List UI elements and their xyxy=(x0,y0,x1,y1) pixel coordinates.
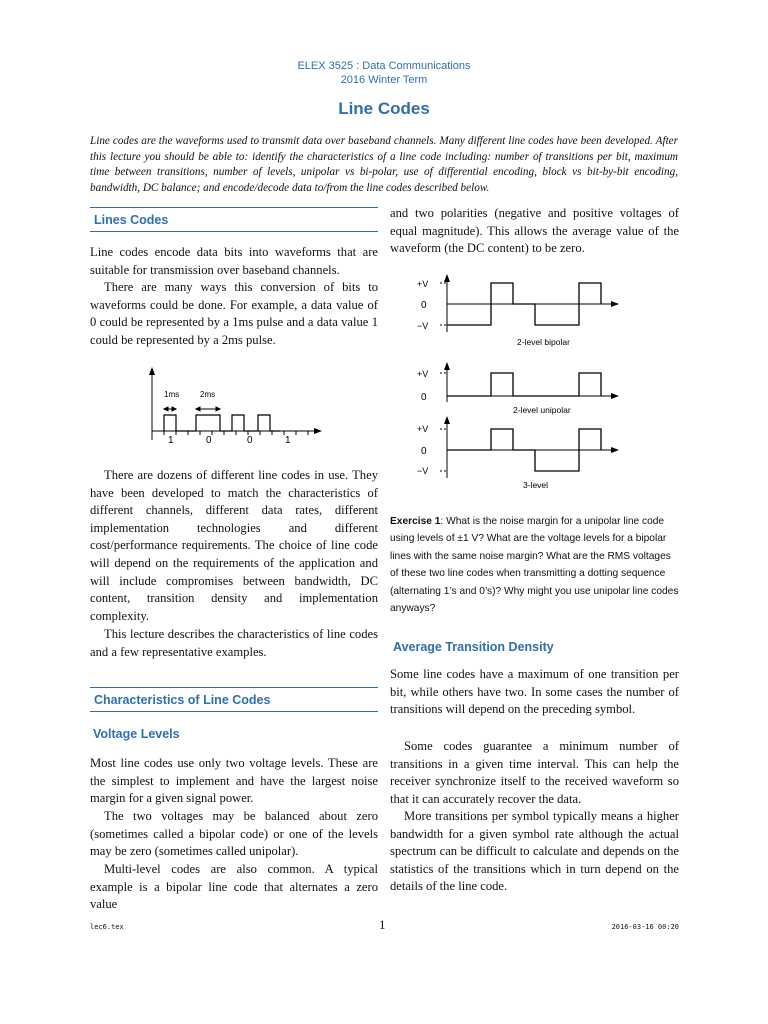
right-paragraph-4: More transitions per symbol typically means a higher bandwidth for a given symbol rate although the actual spectrum can be difficult to calculate and depends on the statistics of the transitions which in turn depend on the details of the line code. xyxy=(390,809,679,894)
bit-label-4: 1 xyxy=(285,435,291,446)
page-number: 1 xyxy=(379,917,386,932)
section-lines-codes: Lines Codes xyxy=(90,207,378,232)
caption-bipolar: 2-level bipolar xyxy=(517,337,570,347)
left-paragraph-7: Multi-level codes are also common. A typical example is a bipolar line code that alternates a zero value xyxy=(90,862,378,912)
course-header xyxy=(0,59,768,87)
unipolar-plus-v: +V xyxy=(417,369,429,379)
bipolar-minus-v: −V xyxy=(417,321,429,331)
bit-label-3: 0 xyxy=(247,435,253,446)
three-level-waveform-group xyxy=(417,416,619,490)
footer-filename: lec6.tex xyxy=(90,923,124,931)
three-level-plus-v: +V xyxy=(417,424,429,434)
unipolar-waveform-group xyxy=(417,362,619,415)
subsection-voltage-levels: Voltage Levels xyxy=(93,727,180,741)
exercise-text: : What is the noise margin for a unipolar line code using levels of ±1 V? What are the voltage levels for a bipolar lines with the same noise margin? What are the RMS voltages of these two line codes when transmitting a dotting sequence (alternating 1’s and 0’s)? Why might you use unipolar line codes anyways? xyxy=(390,516,679,615)
caption-3level: 3-level xyxy=(523,480,549,490)
unipolar-waveform xyxy=(447,373,601,396)
pulse-waveform xyxy=(164,415,280,431)
course-term: 2016 Winter Term xyxy=(340,74,428,86)
bit-label-2: 0 xyxy=(206,435,212,446)
section-characteristics: Characteristics of Line Codes xyxy=(90,687,378,712)
right-paragraph-1: and two polarities (negative and positive voltages of equal magnitude). This allows the average value of the waveform (the DC content) to be zero. xyxy=(390,206,679,256)
pulse-width-figure xyxy=(140,365,330,447)
subsection-average-transition-density: Average Transition Density xyxy=(393,640,554,654)
left-paragraph-6: The two voltages may be balanced about zero (sometimes called a bipolar code) or one of the levels may be zero (sometimes called unipolar). xyxy=(90,809,378,859)
label-2ms: 2ms xyxy=(200,390,216,399)
three-level-minus-v: −V xyxy=(417,466,429,476)
left-paragraph-2: There are many ways this conversion of bits to waveforms could be done. For example, a data value of 0 could be represented by a 1ms pulse and a data value 1 could be represented by a 2ms pulse. xyxy=(90,280,378,347)
abstract: Line codes are the waveforms used to transmit data over baseband channels. Many different line codes have been developed. After this lecture you should be able to: identify the characteristics of a line code including: number of transitions per bit, maximum time between transitions, number of levels, unipolar vs bi-polar, use of differential encoding, block vs bit-by-bit encoding, bandwidth, DC balance; and encode/decode data to/from the line codes described below. xyxy=(90,135,678,194)
label-1ms: 1ms xyxy=(164,390,180,399)
unipolar-zero: 0 xyxy=(421,392,427,403)
course-title: ELEX 3525 : Data Communications xyxy=(297,60,471,72)
left-paragraph-4: This lecture describes the characteristics of line codes and a few representative examples. xyxy=(90,627,378,659)
width-arrows xyxy=(164,407,220,411)
exercise-label: Exercise 1 xyxy=(390,516,441,527)
left-paragraph-5: Most line codes use only two voltage levels. These are the simplest to implement and have the largest noise margin for a given signal power. xyxy=(90,756,378,806)
y-axis-arrow xyxy=(149,367,155,375)
page-title: Line Codes xyxy=(338,99,430,118)
bipolar-waveform-group xyxy=(417,274,619,347)
caption-unipolar: 2-level unipolar xyxy=(513,405,571,415)
right-paragraph-2: Some line codes have a maximum of one transition per bit, while others have two. In some cases the number of transitions will depend on the preceding symbol. xyxy=(390,667,679,717)
right-paragraph-3: Some codes guarantee a minimum number of transitions in a given time interval. This can help the receiver synchronize itself to the received waveform so that it can accurately recover the data. xyxy=(390,739,679,806)
three-level-zero: 0 xyxy=(421,446,427,457)
bipolar-zero: 0 xyxy=(421,300,427,311)
left-paragraph-1: Line codes encode data bits into waveforms that are suitable for transmission over baseband channels. xyxy=(90,245,378,277)
footer-date: 2016-03-16 00:20 xyxy=(611,923,679,931)
x-axis-arrow xyxy=(314,428,322,434)
bipolar-plus-v: +V xyxy=(417,279,429,289)
left-paragraph-3: There are dozens of different line codes in use. They have been developed to match the characteristics of different channels, different data rates, different implementation technologies and different cost/performance requirements. The choice of line code will depend on the requirements of the application and will include compromises between bandwidth, DC content, transition density and implementation complexity. xyxy=(90,468,378,623)
exercise-1 xyxy=(390,513,679,617)
voltage-levels-figure xyxy=(395,270,625,495)
bit-label-1: 1 xyxy=(168,435,174,446)
